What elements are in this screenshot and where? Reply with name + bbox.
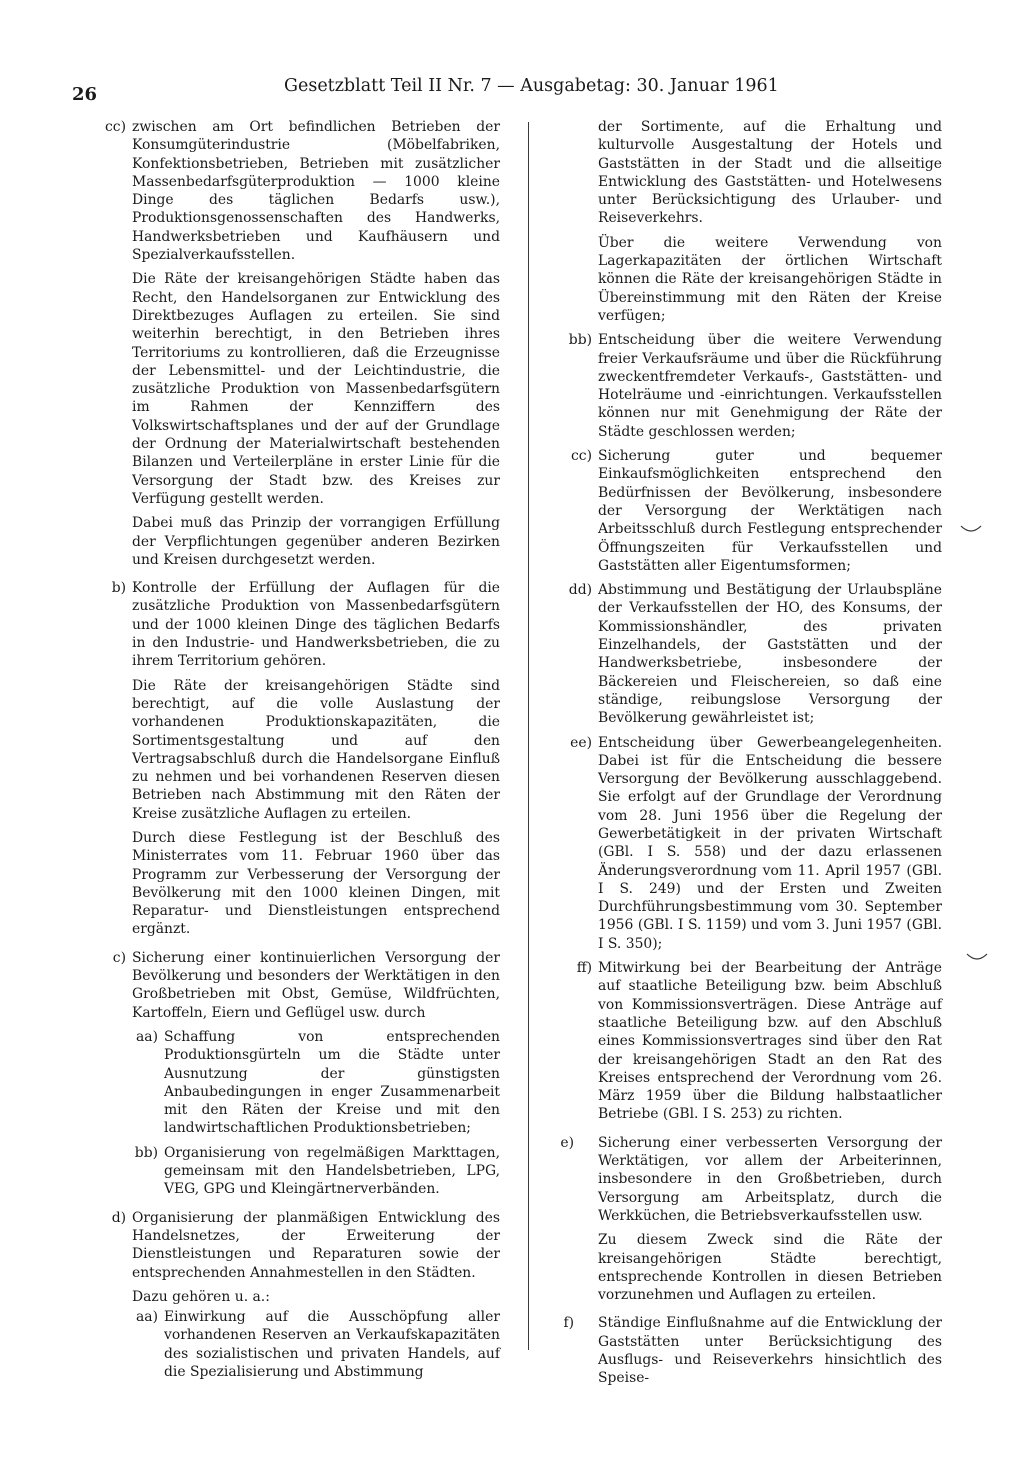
item-text: Abstimmung und Bestätigung der Urlaubspläne der Verkaufsstellen der HO, des Konsums, der Kommissionshändler, des privaten Einzelhandels, der Gaststätten und der Handwerksbetriebe, insbesondere der Bäckereien und Fleischereien, so daß eine ständige, reibungslose Versorgung der Bevölkerung gewährleistet ist; xyxy=(598,582,942,727)
item-text: Entscheidung über Gewerbeangelegenheiten. Dabei ist für die Entscheidung die bessere Versorgung der Bevölkerung ausschlaggebend. Sie erfolgt auf der Grundlage der Verordnung vom 28. Juni 1956 über die Regelung der Gewerbetätigkeit in der privaten Wirtschaft (GBl. I S. 558) und der dazu erlassenen Änderungsverordnung vom 11. April 1957 (GBl. I S. 249) und der Ersten und Zweiten Durchführungsbestimmung vom 30. September 1956 (GBl. I S. 1159) und vom 3. Juni 1957 (GBl. I S. 350); xyxy=(598,734,942,952)
left-column xyxy=(94,118,500,1381)
list-item-bb xyxy=(94,1144,500,1199)
list-item-cc xyxy=(556,447,942,575)
item-marker: ff) xyxy=(576,960,592,977)
item-marker: ee) xyxy=(570,734,592,751)
running-header: Gesetzblatt Teil II Nr. 7 — Ausgabetag: 30. Januar 1961 xyxy=(284,76,779,96)
item-marker: dd) xyxy=(568,582,592,599)
paragraph: Dabei muß das Prinzip der vorrangigen Erfüllung der Verpflichtungen gegenüber anderen Bezirken und Kreisen durchgesetzt werden. xyxy=(132,515,500,568)
item-text: Sicherung einer verbesserten Versorgung der Werktätigen, vor allem der Arbeiterinnen, insbesondere in den Großbetrieben, durch Versorgung am Arbeitsplatz, durch die Werkküchen, die Betriebsverkaufsstellen usw. xyxy=(598,1134,942,1224)
item-text: Organisierung von regelmäßigen Markttagen, gemeinsam mit den Handelsbetrieben, LPG, VEG, GPG und Kleingärtnerverbänden. xyxy=(164,1144,500,1198)
paragraph: Die Räte der kreisangehörigen Städte haben das Recht, den Handelsorganen zur Entwicklung des Direktbezuges Auflagen zu erteilen. Sie sind weiterhin berechtigt, in den Betrieben ihres Territoriums zu kontrollieren, daß die Erzeugnisse der Lebensmittel- und der Leichtindustrie, die zusätzliche Produktion von Massenbedarfsgütern im Rahmen der Kennziffern des Volkswirtschaftsplanes und der auf der Grundlage der Ordnung der Materialwirtschaft bestehenden Bilanzen und Verteilerpläne in erster Linie für die Versorgung der Stadt bzw. des Kreises zur Verfügung gestellt werden. xyxy=(132,271,500,507)
page-number: 26 xyxy=(72,84,98,105)
item-marker: aa) xyxy=(136,1309,158,1326)
list-item-b xyxy=(94,579,500,670)
paragraph-continued: der Sortimente, auf die Erhaltung und kulturvolle Ausgestaltung der Hotels und Gaststätten in der Stadt und die allseitige Entwicklung des Gaststätten- und Hotelwesens unter Berücksichtigung des Urlauber- und Reiseverkehrs. xyxy=(598,119,942,227)
item-marker: b) xyxy=(111,580,126,597)
paragraph: Durch diese Festlegung ist der Beschluß des Ministerrates vom 11. Februar 1960 über das Programm zur Verbesserung der Versorgung der Bevölkerung mit den 1000 kleinen Dingen, mit Reparatur- und Dienstleistungen entsprechend ergänzt. xyxy=(132,829,500,938)
item-text: Ständige Einflußnahme auf die Entwicklung der Gaststätten unter Berücksichtigung des Ausflugs- und Reiseverkehrs hinsichtlich des Speise- xyxy=(598,1315,942,1387)
column-divider xyxy=(528,122,529,1350)
paragraph: Über die weitere Verwendung von Lagerkapazitäten der örtlichen Wirtschaft können die Räte der kreisangehörigen Städte in Übereinstimmung mit den Räten der Kreise verfügen; xyxy=(598,234,942,324)
item-text: Schaffung von entsprechenden Produktionsgürteln um die Städte unter Ausnutzung der günstigsten Anbaubedingungen in enger Zusammenarbeit mit den Räten der Kreise und mit den landwirtschaftlichen Produktionsbetrieben; xyxy=(164,1028,500,1137)
paragraph: Die Räte der kreisangehörigen Städte sind berechtigt, auf die volle Auslastung der vorhandenen Produktionskapazitäten, die Sortimentsgestaltung und auf den Vertragsabschluß durch die Handelsorgane Einfluß zu nehmen und bei vorhandenen Reserven diesen Betrieben nach Abstimmung mit den Räten der Kreise zusätzliche Auflagen zu erteilen. xyxy=(132,677,500,822)
margin-mark xyxy=(960,524,982,536)
item-marker: cc) xyxy=(571,448,592,465)
item-text: Entscheidung über die weitere Verwendung freier Verkaufsräume und über die Rückführung zweckentfremdeter Verkaufs-, Gaststätten- und Hotelräume und -einrichtungen. Verkaufsstellen können nur mit Genehmigung der Räte der Städte geschlossen werden; xyxy=(598,332,942,440)
item-marker: bb) xyxy=(134,1144,158,1161)
paragraph: Zu diesem Zweck sind die Räte der kreisangehörigen Städte berechtigt, entsprechende Kontrollen in diesen Betrieben vorzunehmen und Auflagen zu erteilen. xyxy=(598,1232,942,1304)
list-item-bb xyxy=(556,331,942,441)
item-text: Mitwirkung bei der Bearbeitung der Anträge auf staatliche Beteiligung bzw. beim Abschluß von Kommissionsverträgen. Diese Anträge auf staatliche Beteiligung bzw. auf den Abschluß eines Kommissionsvertrages sind über den Rat der kreisangehörigen Stadt an den Rat des Kreises entsprechend der Verordnung vom 26. März 1959 über die Bildung halbstaatlicher Betriebe (GBl. I S. 253) zu richten. xyxy=(598,960,942,1123)
item-marker: f) xyxy=(563,1315,574,1332)
list-item-cc xyxy=(94,118,500,264)
item-text: Sicherung guter und bequemer Einkaufsmöglichkeiten entsprechend den Bedürfnissen der Bevölkerung, insbesondere der Versorgung der Werktätigen nach Arbeitsschluß durch Festlegung entsprechender Öffnungszeiten für Verkaufsstellen und Gaststätten aller Eigentumsformen; xyxy=(598,448,942,574)
right-column xyxy=(556,118,942,1388)
list-item-f xyxy=(556,1314,942,1387)
list-item-aa xyxy=(94,1028,500,1138)
item-marker: aa) xyxy=(136,1028,158,1045)
item-marker: bb) xyxy=(568,332,592,349)
list-item-aa xyxy=(94,1308,500,1381)
list-item-dd xyxy=(556,581,942,727)
item-marker: cc) xyxy=(105,119,126,135)
margin-mark xyxy=(966,952,988,964)
item-marker: e) xyxy=(560,1134,574,1151)
item-text: Sicherung einer kontinuierlichen Versorgung der Bevölkerung und besonders der Werktätigen in den Großbetrieben mit Obst, Gemüse, Wildfrüchten, Kartoffeln, Eiern und Geflügel usw. durch xyxy=(132,949,500,1021)
list-item-ee xyxy=(556,734,942,954)
item-text: zwischen am Ort befindlichen Betrieben der Konsumgüterindustrie (Möbelfabriken, Konfektionsbetrieben, Betrieben mit zusätzlicher Massenbedarfsgüterproduktion — 1000 kleine Dinge des täglichen Bedarfs usw.), Produktionsgenossenschaften des Handwerks, Handwerksbetrieben und Kaufhäusern und Spezialverkaufsstellen. xyxy=(132,119,500,264)
item-text: Kontrolle der Erfüllung der Auflagen für die zusätzliche Produktion von Massenbedarfsgütern und der 1000 kleinen Dinge des täglichen Bedarfs in den Industrie- und Handwerksbetrieben, die zu ihrem Territorium gehören. xyxy=(132,580,500,670)
item-marker: d) xyxy=(111,1209,126,1226)
item-marker: c) xyxy=(112,949,126,966)
list-item-e xyxy=(556,1134,942,1225)
item-text: Einwirkung auf die Ausschöpfung aller vorhandenen Reserven an Verkaufskapazitäten des sozialistischen und privaten Handels, auf die Spezialisierung und Abstimmung xyxy=(164,1309,500,1380)
paragraph: Dazu gehören u. a.: xyxy=(132,1288,270,1305)
list-item-ff xyxy=(556,959,942,1124)
list-item-d xyxy=(94,1209,500,1282)
list-item-c xyxy=(94,949,500,1022)
item-text: Organisierung der planmäßigen Entwicklung des Handelsnetzes, der Erweiterung der Dienstleistungen und Reparaturen sowie der entsprechenden Annahmestellen in den Städten. xyxy=(132,1209,500,1281)
